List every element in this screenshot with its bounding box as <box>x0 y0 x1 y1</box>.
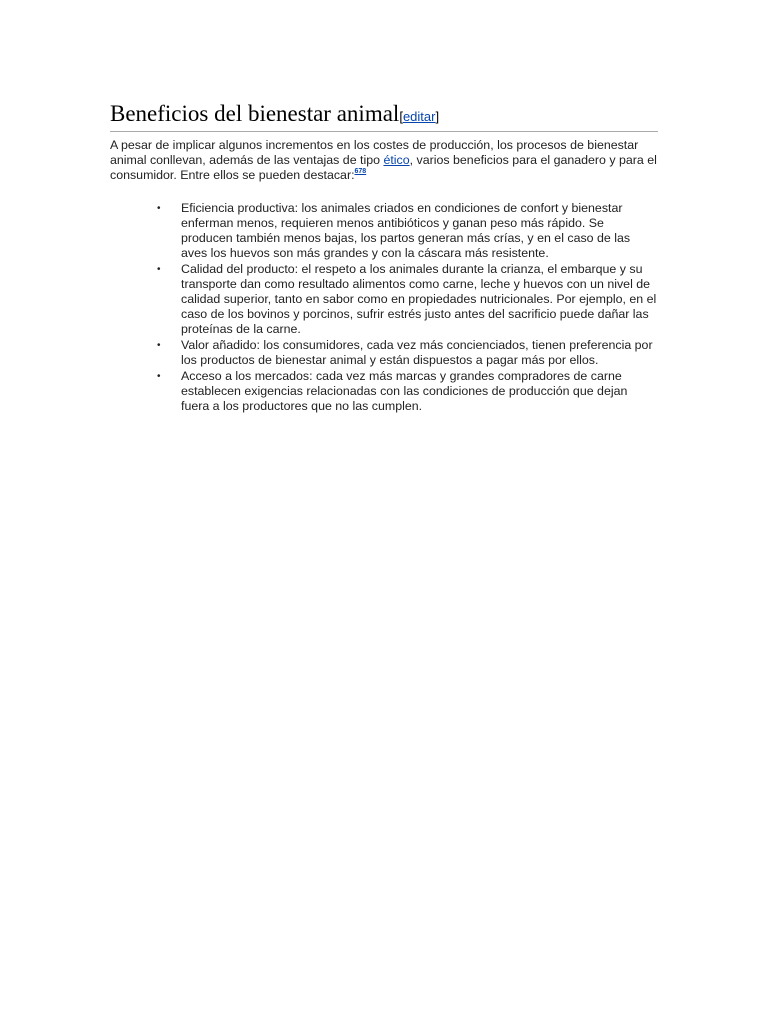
list-item-text: Eficiencia productiva: los animales criados en condiciones de confort y bienestar enferman menos, requieren menos antibióticos y ganan peso más rápido. Se producen también menos bajas, los partos generan más crías, y en el caso de las aves los huevos son más grandes y con la cáscara más resistente. <box>181 201 631 260</box>
edit-section-link[interactable]: editar <box>402 109 436 124</box>
intro-text-before: A pesar de implicar algunos incrementos en los costes de producción, los procesos de bienestar animal conllevan, además de las ventajas de tipo <box>110 138 639 167</box>
intro-paragraph <box>110 138 658 183</box>
list-item-text: Calidad del producto: el respeto a los animales durante la crianza, el embarque y su transporte dan como resultado alimentos como carne, leche y huevos con un nivel de calidad superior, tanto en sabor como en propiedades nutricionales. Por ejemplo, en el caso de los bovinos y porcinos, sufrir estrés justo antes del sacrificio puede dañar las proteínas de la carne. <box>181 262 657 336</box>
bullet-icon: • <box>157 264 161 275</box>
list-item <box>157 262 658 337</box>
section-title: Beneficios del bienestar animal <box>110 101 400 126</box>
list-item <box>157 369 658 414</box>
benefits-list <box>110 201 658 414</box>
section-heading <box>110 100 658 132</box>
bullet-icon: • <box>157 371 161 382</box>
edit-section-link-wrapper: [editar] <box>399 109 440 124</box>
list-item-text: Acceso a los mercados: cada vez más marcas y grandes compradores de carne establecen exigencias relacionadas con las condiciones de producción que dejan fuera a los productores que no las cumplen. <box>181 369 628 413</box>
list-item-text: Valor añadido: los consumidores, cada vez más concienciados, tienen preferencia por los productos de bienestar animal y están dispuestos a pagar más por ellos. <box>181 338 653 367</box>
list-item <box>157 338 658 368</box>
bullet-icon: • <box>157 203 161 214</box>
intro-text-after: , varios beneficios para el ganadero y para el consumidor. Entre ellos se pueden destacar: <box>110 153 657 182</box>
reference-link[interactable]: 678 <box>354 168 367 175</box>
etico-link[interactable]: ético <box>383 153 410 167</box>
reference-superscript <box>355 168 367 175</box>
list-item <box>157 201 658 261</box>
article-section <box>110 100 658 415</box>
bullet-icon: • <box>157 340 161 351</box>
